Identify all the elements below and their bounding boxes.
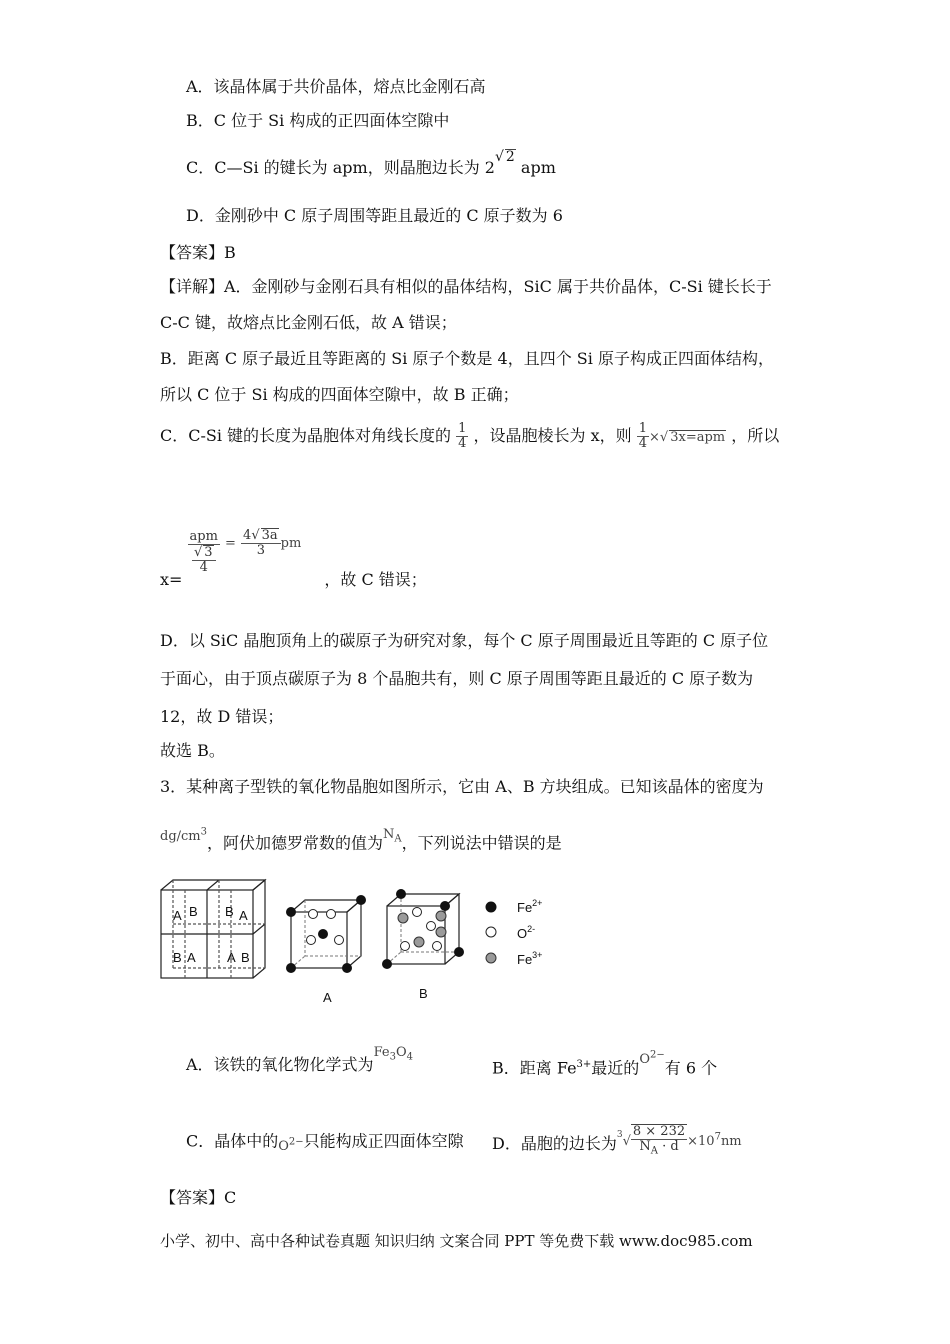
q3-answer: 【答案】C — [160, 1188, 237, 1207]
q2-detail-line-1: 【详解】A．金刚砂与金刚石具有相似的晶体结构，SiC 属于共价晶体，C-Si 键长长于 — [160, 277, 772, 296]
q2-detail-line-8: 于面心，由于顶点碳原子为 8 个晶胞共有，则 C 原子周围等距且最近的 C 原子数为 — [160, 669, 754, 688]
legend-fe3-swatch — [486, 953, 496, 963]
q2-option-d: D．金刚砂中 C 原子周围等距且最近的 C 原子数为 6 — [186, 206, 563, 225]
q2-option-b: B．C 位于 Si 构成的正四面体空隙中 — [186, 111, 450, 130]
fe2-atom — [286, 963, 296, 973]
block-label-3: B — [225, 904, 234, 919]
q2-detail-line-3: B．距离 C 原子最近且等距离的 Si 原子个数是 4，且四个 Si 原子构成正四面体结构， — [160, 349, 774, 368]
cube-b-label: B — [419, 986, 428, 1001]
block-label-2: B — [189, 904, 198, 919]
fraction-result: $\frac{4√ 3a}{3}$ — [241, 528, 281, 558]
q3-option-c: C．晶体中的$_{O^{2-}}$只能构成正四面体空隙 — [186, 1131, 464, 1155]
o2-atom — [335, 936, 344, 945]
fe2-atom — [342, 963, 352, 973]
legend-fe2-swatch — [486, 902, 496, 912]
o2-atom — [413, 908, 422, 917]
fe3-atom — [436, 911, 446, 921]
o2-atom — [401, 942, 410, 951]
fe3-atom — [436, 927, 446, 937]
fe2-atom — [382, 959, 392, 969]
q3-option-a: A．该铁的氧化物化学式为$^{Fe_3O_4}$ — [186, 1045, 413, 1074]
fe2-atom — [356, 895, 366, 905]
fraction-quarter: $\frac{1}{4}$ — [458, 421, 467, 451]
fe3-atom — [414, 937, 424, 947]
block-label-5: B — [173, 950, 182, 965]
legend-fe3-label: $Fe^{3+}$ — [517, 950, 543, 967]
legend-fe2-label: $Fe^{2+}$ — [517, 898, 543, 915]
o2-atom — [433, 942, 442, 951]
q3-option-d: D．晶胞的边长为$^{^3√ \frac{8 \times 232}{N_A \cdot d} \times 10^7nm}$ — [492, 1124, 742, 1157]
cube-b — [382, 889, 464, 1001]
block-label-4: A — [239, 908, 248, 923]
q2-detail-line-9: 12，故 D 错误； — [160, 707, 284, 726]
fe2-atom — [440, 901, 450, 911]
block-label-7: A — [227, 950, 236, 965]
block-label-1: A — [173, 908, 182, 923]
q2-detail-line-2: C-C 键，故熔点比金刚石低，故 A 错误； — [160, 313, 457, 332]
legend-o2-swatch — [486, 927, 496, 937]
fe2-atom — [318, 929, 328, 939]
block-label-8: B — [241, 950, 250, 965]
fraction-quarter-2: $\frac{1}{4}$ — [638, 421, 648, 451]
block-label-6: A — [187, 950, 196, 965]
q2-detail-formula: x= $\frac{\text{apm}}{\frac{√ 3}{4}}$ = $\frac{4√ 3a}{3}$ pm ，故 C 错误； — [160, 527, 427, 589]
q2-answer: 【答案】B — [160, 243, 236, 262]
o2-atom — [427, 922, 436, 931]
q2-option-c: C．C—Si 的键长为 apm，则晶胞边长为 2√ 2 apm — [186, 149, 556, 177]
fraction-apm-over: $\frac{\text{apm}}{\frac{√ 3}{4}}$ — [189, 529, 218, 575]
q2-detail-line-7: D．以 SiC 晶胞顶角上的碳原子为研究对象，每个 C 原子周围最近且等距的 C 原子位 — [160, 631, 769, 650]
legend-o2-label: $O^{2-}$ — [517, 924, 536, 941]
fe2-atom — [286, 907, 296, 917]
q3-option-b: B．距离 $Fe^{3+}$最近的$^{O^{2-}}$有 6 个 — [492, 1050, 718, 1078]
cube-a — [286, 895, 366, 1005]
o2-atom — [307, 936, 316, 945]
fe2-atom — [454, 947, 464, 957]
fe2-atom — [396, 889, 406, 899]
q2-detail-line-10: 故选 B。 — [160, 741, 225, 760]
q2-option-a: A．该晶体属于共价晶体，熔点比金刚石高 — [186, 77, 486, 96]
o2-atom — [309, 910, 318, 919]
page-footer: 小学、初中、高中各种试卷真题 知识归纳 文案合同 PPT 等免费下载 www.doc985.com — [160, 1232, 753, 1250]
q3-stem-line-2: $^{dg/cm^3}$，阿伏加德罗常数的值为$^{N_A}$，下列说法中错误的是 — [160, 827, 562, 853]
legend — [486, 898, 542, 967]
cube-a-label: A — [323, 990, 332, 1005]
fe3-atom — [398, 913, 408, 923]
o2-atom — [327, 910, 336, 919]
q2-detail-line-4: 所以 C 位于 Si 构成的四面体空隙中，故 B 正确； — [160, 385, 519, 404]
q3-stem-line-1: 3．某种离子型铁的氧化物晶胞如图所示，它由 A、B 方块组成。已知该晶体的密度为 — [160, 777, 764, 796]
crystal-cell-figure — [155, 876, 575, 1011]
q2-detail-line-5: C．C-Si 键的长度为晶胞体对角线长度的 $\frac{1}{4}$ ，设晶胞棱长为 x，则 $\frac{1}{4}$ ×√ 3x=apm ，所以 — [160, 421, 780, 451]
